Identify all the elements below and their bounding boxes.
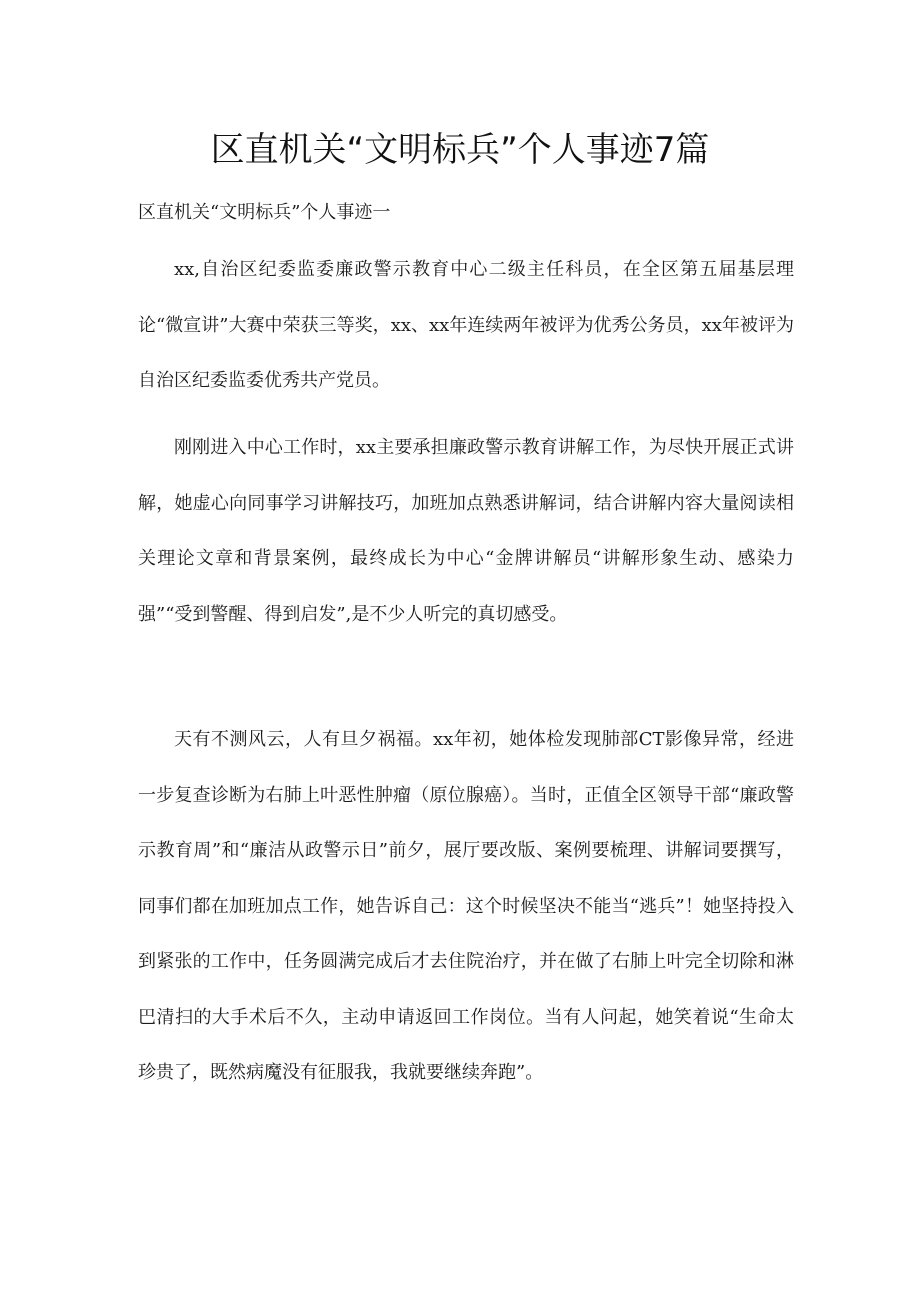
body-paragraph-1: xx,自治区纪委监委廉政警示教育中心二级主任科员，在全区第五届基层理论“微宣讲”大赛中荣获三等奖，xx、xx年连续两年被评为优秀公务员，xx年被评为自治区纪委监委优秀共产党员。 (138, 259, 794, 391)
body-paragraph-3: 天有不测风云，人有旦夕祸福。xx年初，她体检发现肺部CT影像异常，经进一步复查诊断为右肺上叶恶性肿瘤（原位腺癌）。当时，正值全区领导干部“廉政警示教育周”和“廉洁从政警示日”前夕，展厅要改版、案例要梳理、讲解词要撰写，同事们都在加班加点工作，她告诉自己：这个时候坚决不能当“逃兵”！她坚持投入到紧张的工作中，任务圆满完成后才去住院治疗，并在做了右肺上叶完全切除和淋巴清扫的大手术后不久，主动申请返回工作岗位。当有人问起，她笑着说“生命太珍贵了，既然病魔没有征服我，我就要继续奔跑”。 (138, 729, 794, 1083)
body-paragraph-2: 刚刚进入中心工作时，xx主要承担廉政警示教育讲解工作，为尽快开展正式讲解，她虚心向同事学习讲解技巧，加班加点熟悉讲解词，结合讲解内容大量阅读相关理论文章和背景案例，最终成长为中心“金牌讲解员“讲解形象生动、感染力强”“受到警醒、得到启发”,是不少人听完的真切感受。 (138, 437, 794, 625)
section-heading: 区直机关“文明标兵”个人事迹一 (138, 202, 391, 223)
document-title: 区直机关“文明标兵”个人事迹7篇 (210, 130, 710, 170)
